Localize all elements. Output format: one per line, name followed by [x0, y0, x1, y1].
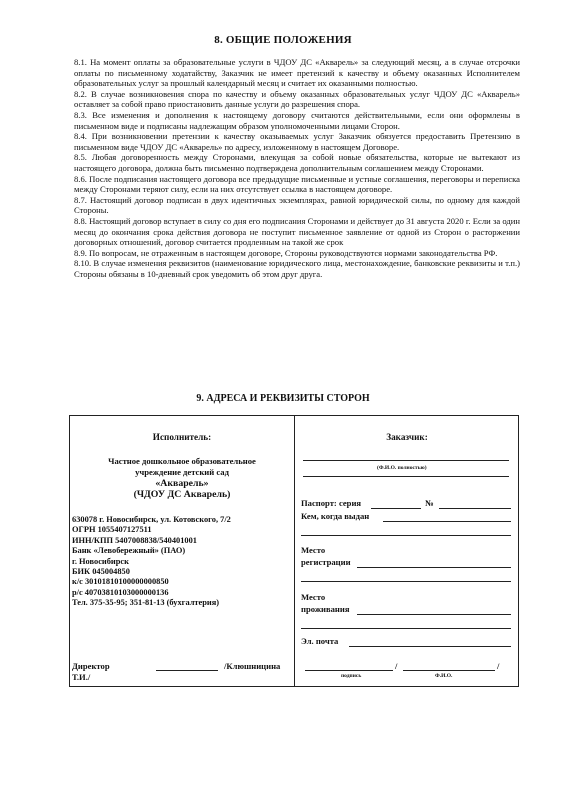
executor-details [72, 515, 292, 609]
section-9-title: 9. АДРЕСА И РЕКВИЗИТЫ СТОРОН [196, 393, 370, 404]
passport-series-field[interactable] [371, 508, 421, 509]
executor-bank-city: г. Новосибирск [72, 556, 129, 566]
fio-short-caption: Ф.И.О. [435, 673, 453, 679]
org-line: Частное дошкольное образовательное [108, 456, 256, 466]
registration-label: регистрации [301, 557, 351, 567]
director-initials: Т.И./ [72, 672, 91, 682]
issued-by-field[interactable] [383, 521, 511, 522]
passport-number-field[interactable] [439, 508, 511, 509]
passport-series-label: Паспорт: серия [301, 498, 362, 508]
executor-ogrn: ОГРН 1055407127511 [72, 525, 152, 535]
signature-caption: подпись [341, 673, 362, 679]
clause-8-7: 8.7. Настоящий договор подписан в двух идентичных экземплярах, равной юридической силы, по одному для каждой Стороны. [74, 194, 520, 216]
email-field[interactable] [349, 646, 511, 647]
registration-field[interactable] [357, 567, 511, 568]
clause-8-6: 8.6. После подписания настоящего договора все предыдущие письменные и устные соглашения, переговоры и переписка между Сторонами теряют силу, если на них отсутствует ссылка в настоящем договоре. [74, 173, 520, 195]
fio-line-2[interactable] [303, 476, 509, 477]
clause-8-4: 8.4. При возникновении претензии к качеству оказываемых услуг Заказчик обязуется предоставить Претензию в письменном виде ЧДОУ ДС «Акварель» по адресу, изложенному в настоящем Договоре. [74, 131, 520, 152]
executor-account: р/с 40703810103000000136 [72, 587, 169, 597]
fio-caption: (Ф.И.О. полностью) [377, 465, 427, 471]
section-8-title: 8. ОБЩИЕ ПОЛОЖЕНИЯ [214, 34, 352, 46]
director-name: /Клюшницина [224, 661, 281, 671]
registration-field-2[interactable] [301, 581, 511, 582]
customer-name-line[interactable] [403, 670, 495, 671]
clause-8-10: 8.10. В случае изменения реквизитов (наименование юридического лица, местонахождение, банковские реквизиты и т.п.) Стороны обязаны в 10-дневный срок уведомить об этом друг друга. [74, 258, 520, 279]
clause-8-5: 8.5. Любая договоренность между Сторонами, влекущая за собой новые обязательства, которые не вытекают из настоящего договора, должна быть письменно подтверждена дополнительным соглашением между Сторонами. [74, 152, 520, 173]
clause-8-3: 8.3. Все изменения и дополнения к настоящему договору считаются действительными, если они оформлены в письменном виде и подписаны надлежащим образом уполномоченными лицами Сторон. [74, 109, 520, 131]
org-short-name: (ЧДОУ ДС Акварель) [133, 489, 231, 500]
issued-by-field-2[interactable] [301, 535, 511, 536]
customer-title: Заказчик: [386, 432, 428, 442]
clause-8-9: 8.9. По вопросам, не отраженным в настоящем договоре, Стороны руководствуются нормами законодательства РФ. [74, 247, 498, 258]
clause-8-2: 8.2. В случае возникновения спора по качеству и объему оказанных образовательных услуг ЧДОУ ДС «Акварель» оставляет за собой право приостановить данные услуги до разрешения спора. [74, 88, 520, 110]
executor-org-name [70, 456, 294, 500]
fio-line-1[interactable] [303, 460, 509, 461]
org-line: учреждение детский сад [135, 467, 229, 477]
director-label: Директор [72, 661, 110, 671]
executor-address: 630078 г. Новосибирск, ул. Котовского, 7/2 [72, 515, 231, 524]
customer-column [295, 416, 519, 686]
passport-number-label: № [425, 498, 434, 508]
executor-bik: БИК 045004850 [72, 567, 130, 577]
parties-table [69, 415, 519, 687]
issued-by-label: Кем, когда выдан [301, 511, 370, 521]
clause-8-8: 8.8. Настоящий договор вступает в силу со дня его подписания Сторонами и действует до 31 августа 2020 г. Если за один месяц до окончания срока действия договора не поступит письменное заявление от одной из Сторон о расторжении договорных отношений, договор считается продленным на такой же срок [74, 215, 520, 248]
org-line: «Акварель» [155, 478, 209, 489]
executor-bank: Банк «Левобережный» (ПАО) [72, 546, 186, 556]
executor-corr-account: к/с 30101810100000000850 [72, 577, 169, 587]
email-label: Эл. почта [301, 636, 339, 646]
residence-field-2[interactable] [301, 628, 511, 629]
general-provisions [74, 57, 520, 279]
residence-place-label: Место [301, 592, 326, 602]
residence-label: проживания [301, 604, 350, 614]
signature-line [156, 670, 218, 671]
customer-signature-line[interactable] [305, 670, 393, 671]
signature-separator: / [395, 661, 398, 671]
registration-place-label: Место [301, 545, 326, 555]
executor-column [70, 416, 294, 686]
signature-end: / [497, 661, 500, 671]
executor-inn-kpp: ИНН/КПП 5407008838/540401001 [72, 535, 197, 545]
residence-field[interactable] [357, 614, 511, 615]
clause-8-1: 8.1. На момент оплаты за образовательные услуги в ЧДОУ ДС «Акварель» за следующий месяц, а в случае отсрочки оплаты по письменному ходатайству, Заказчик не имеет претензий к качеству и объему оказанных Исполнителем образовательных услуг за прошлый календарный месяц и считает их оказанными полностью. [74, 57, 520, 89]
executor-phone: Тел. 375-35-95; 351-81-13 (бухгалтерия) [72, 598, 220, 608]
executor-title: Исполнитель: [152, 432, 212, 442]
